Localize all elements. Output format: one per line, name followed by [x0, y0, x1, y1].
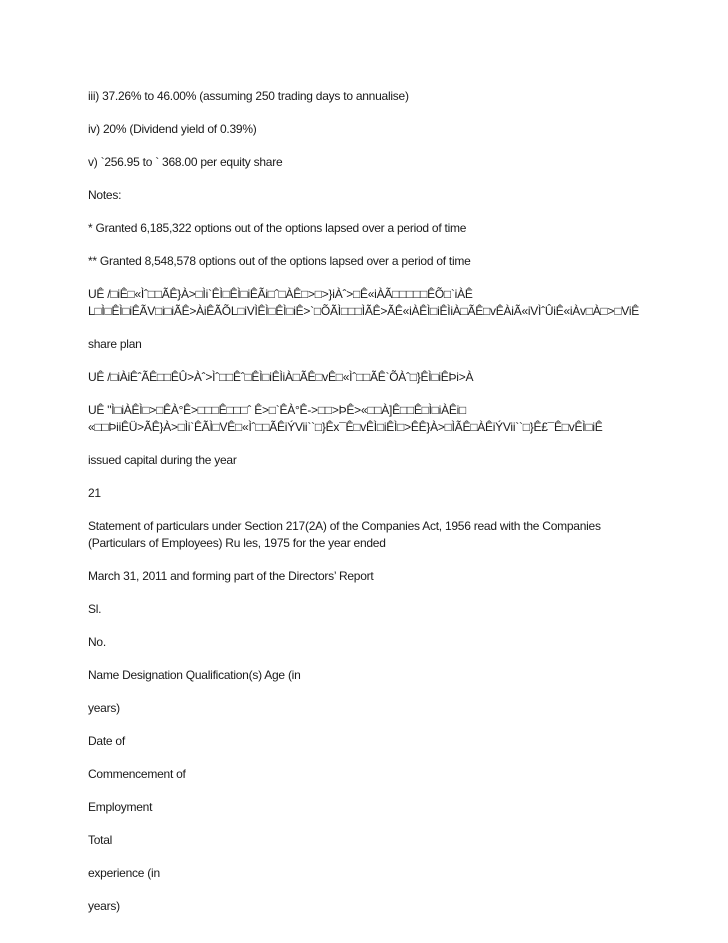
text-line: Statement of particulars under Section 217(2A) of the Companies Act, 1956 read with the Companies	[88, 519, 601, 533]
text-line: March 31, 2011 and forming part of the Directors’ Report	[88, 569, 374, 583]
paragraph	[88, 667, 718, 684]
text-line: Date of	[88, 734, 125, 748]
paragraph	[88, 733, 718, 750]
paragraph	[88, 369, 718, 386]
paragraph	[88, 568, 718, 585]
paragraph	[88, 799, 718, 816]
paragraph	[88, 766, 718, 783]
paragraph	[88, 865, 718, 882]
text-line: Total	[88, 833, 113, 847]
text-line: * Granted 6,185,322 options out of the options lapsed over a period of time	[88, 221, 467, 235]
text-line: Sl.	[88, 602, 102, 616]
paragraph	[88, 634, 718, 651]
paragraph	[88, 402, 718, 436]
paragraph	[88, 601, 718, 618]
paragraph	[88, 452, 718, 469]
text-line: UÊ /□iÀiÊˆÃÊ□□ÊÛ>Àˆ>Ìˆ□□Êˆ□ÊÌ□iÊÌiÀ□ÃÊ□vÊ□«Ìˆ□□ÃÊ`ÕÀˆ□}ÊÌ□iÊÞi>À	[88, 370, 474, 384]
text-line: UÊ /□iÊ□«Ìˆ□□ÃÊ}À>□Ìi`ÊÌ□ÊÌ□iÊÃi□ˆ□ÀÊ□>□>}iÀˆ>□Ê«iÀÃ□□□□□ÊÕ□`iÀÊ	[88, 287, 473, 301]
paragraph	[88, 220, 718, 237]
text-line: L□Ì□ÊÌ□iÊÃV□i□iÃÊ>ÀiÊÃÕL□iVÌÊÌ□ÊÌ□iÊ>`□ÕÃÌ□□□ÌÃÊ>ÃÊ«iÀÊÌ□iÊÌiÀ□ÃÊ□vÊÀiÃ«iVÌˆÛiÊ«iÀv□À□>□ViÊ	[88, 304, 640, 318]
paragraph	[88, 485, 718, 502]
paragraph	[88, 832, 718, 849]
text-line: (Particulars of Employees) Ru les, 1975 for the year ended	[88, 536, 386, 550]
paragraph	[88, 253, 718, 270]
text-line: Name Designation Qualification(s) Age (in	[88, 668, 301, 682]
text-line: iii) 37.26% to 46.00% (assuming 250 trading days to annualise)	[88, 89, 409, 103]
paragraph	[88, 154, 718, 171]
paragraph	[88, 121, 718, 138]
text-line: Employment	[88, 800, 153, 814]
text-line: share plan	[88, 337, 142, 351]
text-line: years)	[88, 899, 120, 913]
text-line: issued capital during the year	[88, 453, 237, 467]
paragraph	[88, 518, 718, 552]
paragraph	[88, 898, 718, 915]
paragraph	[88, 286, 718, 320]
text-line: «□□ÞiiÊÜ>ÃÊ}À>□Ìi`ÊÃÌ□VÊ□«Ìˆ□□ÃÊiÝVii``□}Êx¯Ê□vÊÌ□iÊÌ□>ÊÊ}À>□ÌÃÊ□ÀÊiÝVii``□}Ê£¯Ê□vÊÌ□iÊ	[88, 420, 603, 434]
text-line: ** Granted 8,548,578 options out of the options lapsed over a period of time	[88, 254, 471, 268]
text-line: UÊ "Ì□iÀÊÌ□>□ÊÀ°Ê>□□□Ê□□□ˆ Ê>□`ÊÀ°Ê->□□>ÞÊ>«□□À]Ê□□Ê□Ì□iÀÊi□	[88, 403, 467, 417]
text-line: Commencement of	[88, 767, 186, 781]
text-line: iv) 20% (Dividend yield of 0.39%)	[88, 122, 257, 136]
paragraph	[88, 88, 718, 105]
text-line: Notes:	[88, 188, 122, 202]
text-line: years)	[88, 701, 120, 715]
paragraph	[88, 187, 718, 204]
text-line: v) `256.95 to ` 368.00 per equity share	[88, 155, 283, 169]
paragraph	[88, 700, 718, 717]
text-line: experience (in	[88, 866, 160, 880]
text-line: No.	[88, 635, 106, 649]
paragraph	[88, 336, 718, 353]
text-line: 21	[88, 486, 101, 500]
document-page	[88, 88, 718, 931]
